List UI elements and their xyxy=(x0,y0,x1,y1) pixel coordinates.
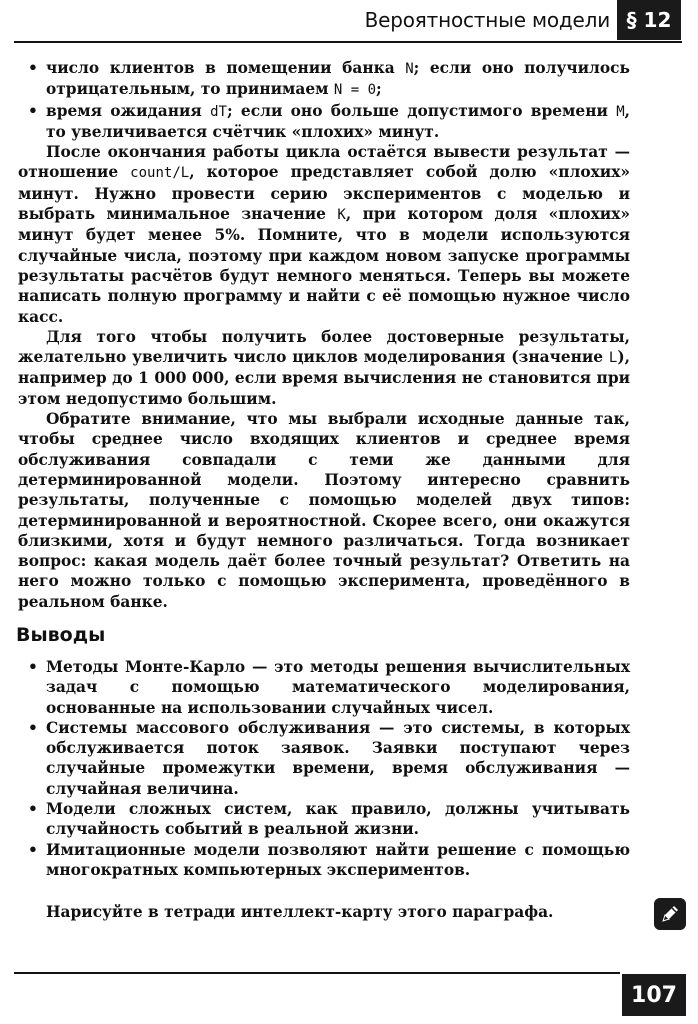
chapter-title: Вероятностные модели xyxy=(364,8,610,32)
section-badge: § 12 xyxy=(617,0,681,40)
pencil-icon xyxy=(654,898,686,930)
text-span: , то увеличивается счётчик «плохих» минут. xyxy=(46,101,630,141)
list-item xyxy=(18,101,630,143)
code-span: count/L xyxy=(130,165,190,182)
list-item: • Методы Монте-Карло — это методы решения вычислительных задач с помощью математического моделирования, основанные на использовании случайных чисел. xyxy=(18,657,630,718)
code-span: N xyxy=(405,61,414,77)
text-span: ), например до 1 000 000, если время вычисления не становится при этом недопустимо большим. xyxy=(18,348,630,408)
text-span: число клиентов в помещении банка xyxy=(46,59,406,77)
list-item xyxy=(18,58,630,101)
text-span: время ожидания xyxy=(46,101,211,120)
text-span: Для того чтобы получить более достоверные результаты, желательно увеличить число циклов моделирования (значение xyxy=(18,327,630,367)
text-span: ; xyxy=(376,80,382,99)
list-item: • Модели сложных систем, как правило, должны учитывать случайность событий в реальной жизни. xyxy=(18,799,630,840)
code-span: dT xyxy=(210,103,227,120)
text-span: , при котором доля «плохих» минут будет менее 5%. Помните, что в модели используются случайные числа, поэтому при каждом новом запуске программы результаты расчётов будут немного меняться. Теперь вы можете написать полную программу и найти с её помощью нужное число касс. xyxy=(18,205,630,326)
page-header xyxy=(0,0,698,44)
text-span: ; если оно получилось отрицательным, то принимаем xyxy=(46,59,630,99)
paragraph-2 xyxy=(18,327,630,409)
list-item: • Системы массового обслуживания — это системы, в которых обслуживается поток заявок. Заявки поступают через случайные промежутки времени, время обслуживания — случайная величина. xyxy=(18,718,630,799)
paragraph-1 xyxy=(18,142,630,327)
list-item: • Имитационные модели позволяют найти решение с помощью многократных компьютерных экспериментов. xyxy=(18,840,630,881)
page-number: 107 xyxy=(622,974,686,1016)
main-text xyxy=(18,58,630,612)
pencil-icon-glyph xyxy=(659,903,681,925)
text-span: После окончания работы цикла остаётся вывести результат — отношение xyxy=(18,143,630,182)
code-span: K xyxy=(337,207,346,224)
code-span: N = 0 xyxy=(333,82,377,99)
header-divider xyxy=(14,41,682,43)
conclusions-list-container xyxy=(18,657,630,880)
text-span: ; если оно больше допустимого времени xyxy=(226,101,617,120)
conclusions-list xyxy=(18,657,630,880)
paragraph-3: Обратите внимание, что мы выбрали исходные данные так, чтобы среднее число входящих клиентов и среднее время обслуживания совпадали с теми же данными для детерминированной модели. Поэтому интересно сравнить результаты, полученные с помощью моделей двух типов: детерминированной и вероятностной. Скорее всего, они окажутся близкими, хотя и будут немного различаться. Тогда возникает вопрос: какая модель даёт более точный результат? Ответить на него можно только с помощью эксперимента, проведённого в реальном банке. xyxy=(18,410,630,611)
code-span: M xyxy=(616,103,625,120)
code-span: L xyxy=(608,350,618,367)
conclusions-heading: Выводы xyxy=(16,624,106,646)
top-bullet-list xyxy=(18,58,630,142)
footer-divider xyxy=(14,972,620,974)
task-text: Нарисуйте в тетради интеллект-карту этого параграфа. xyxy=(46,903,554,921)
text-span: , которое представляет собой долю «плохих» минут. Нужно провести серию экспериментов с моделью и выбрать минимальное значение xyxy=(18,163,630,224)
